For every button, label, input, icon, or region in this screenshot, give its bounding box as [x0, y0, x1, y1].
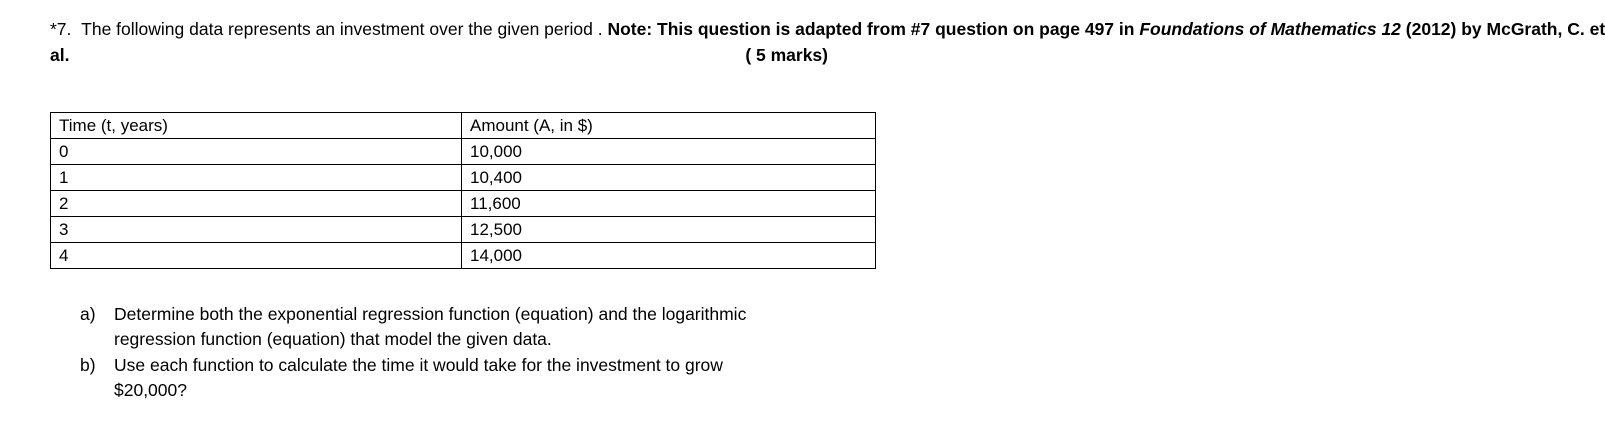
time-cell: 4 — [51, 243, 462, 269]
question-line-1 — [50, 16, 1605, 42]
table-row — [51, 243, 876, 269]
part-b — [80, 353, 870, 403]
part-text — [114, 353, 870, 403]
table-row — [51, 165, 876, 191]
amount-cell: 11,600 — [462, 191, 876, 217]
time-cell: 0 — [51, 139, 462, 165]
part-label: b) — [80, 355, 96, 375]
header-time: Time (t, years) — [51, 113, 462, 139]
amount-cell: 14,000 — [462, 243, 876, 269]
table-row — [51, 139, 876, 165]
time-cell: 2 — [51, 191, 462, 217]
time-cell: 3 — [51, 217, 462, 243]
part-line: Use each function to calculate the time it would take for the investment to grow — [114, 355, 723, 375]
amount-cell: 12,500 — [462, 217, 876, 243]
question-line-3 — [50, 42, 828, 68]
table-header-row — [51, 113, 876, 139]
question-intro: The following data represents an investment over the given period . — [81, 19, 603, 39]
table-row — [51, 191, 876, 217]
time-cell: 1 — [51, 165, 462, 191]
part-a — [80, 302, 870, 352]
amount-cell: 10,000 — [462, 139, 876, 165]
question-number: *7. — [50, 19, 72, 39]
part-label: a) — [80, 304, 96, 324]
amount-cell: 10,400 — [462, 165, 876, 191]
header-amount: Amount (A, in $) — [462, 113, 876, 139]
citation: (2012) by McGrath, C. et — [1405, 19, 1605, 39]
book-title: Foundations of Mathematics 12 — [1139, 19, 1401, 39]
marks-label: ( 5 marks) — [745, 45, 828, 65]
question-parts — [80, 302, 870, 404]
citation-end: al. — [50, 45, 70, 65]
question-note: Note: This question is adapted from #7 question on page 497 in — [607, 19, 1135, 39]
table-row — [51, 217, 876, 243]
part-line: regression function (equation) that model the given data. — [114, 329, 552, 349]
part-line: Determine both the exponential regression function (equation) and the logarithmic — [114, 304, 747, 324]
question-text — [50, 16, 1605, 68]
part-line: $20,000? — [114, 380, 187, 400]
part-text — [114, 302, 870, 352]
data-table — [50, 112, 876, 269]
